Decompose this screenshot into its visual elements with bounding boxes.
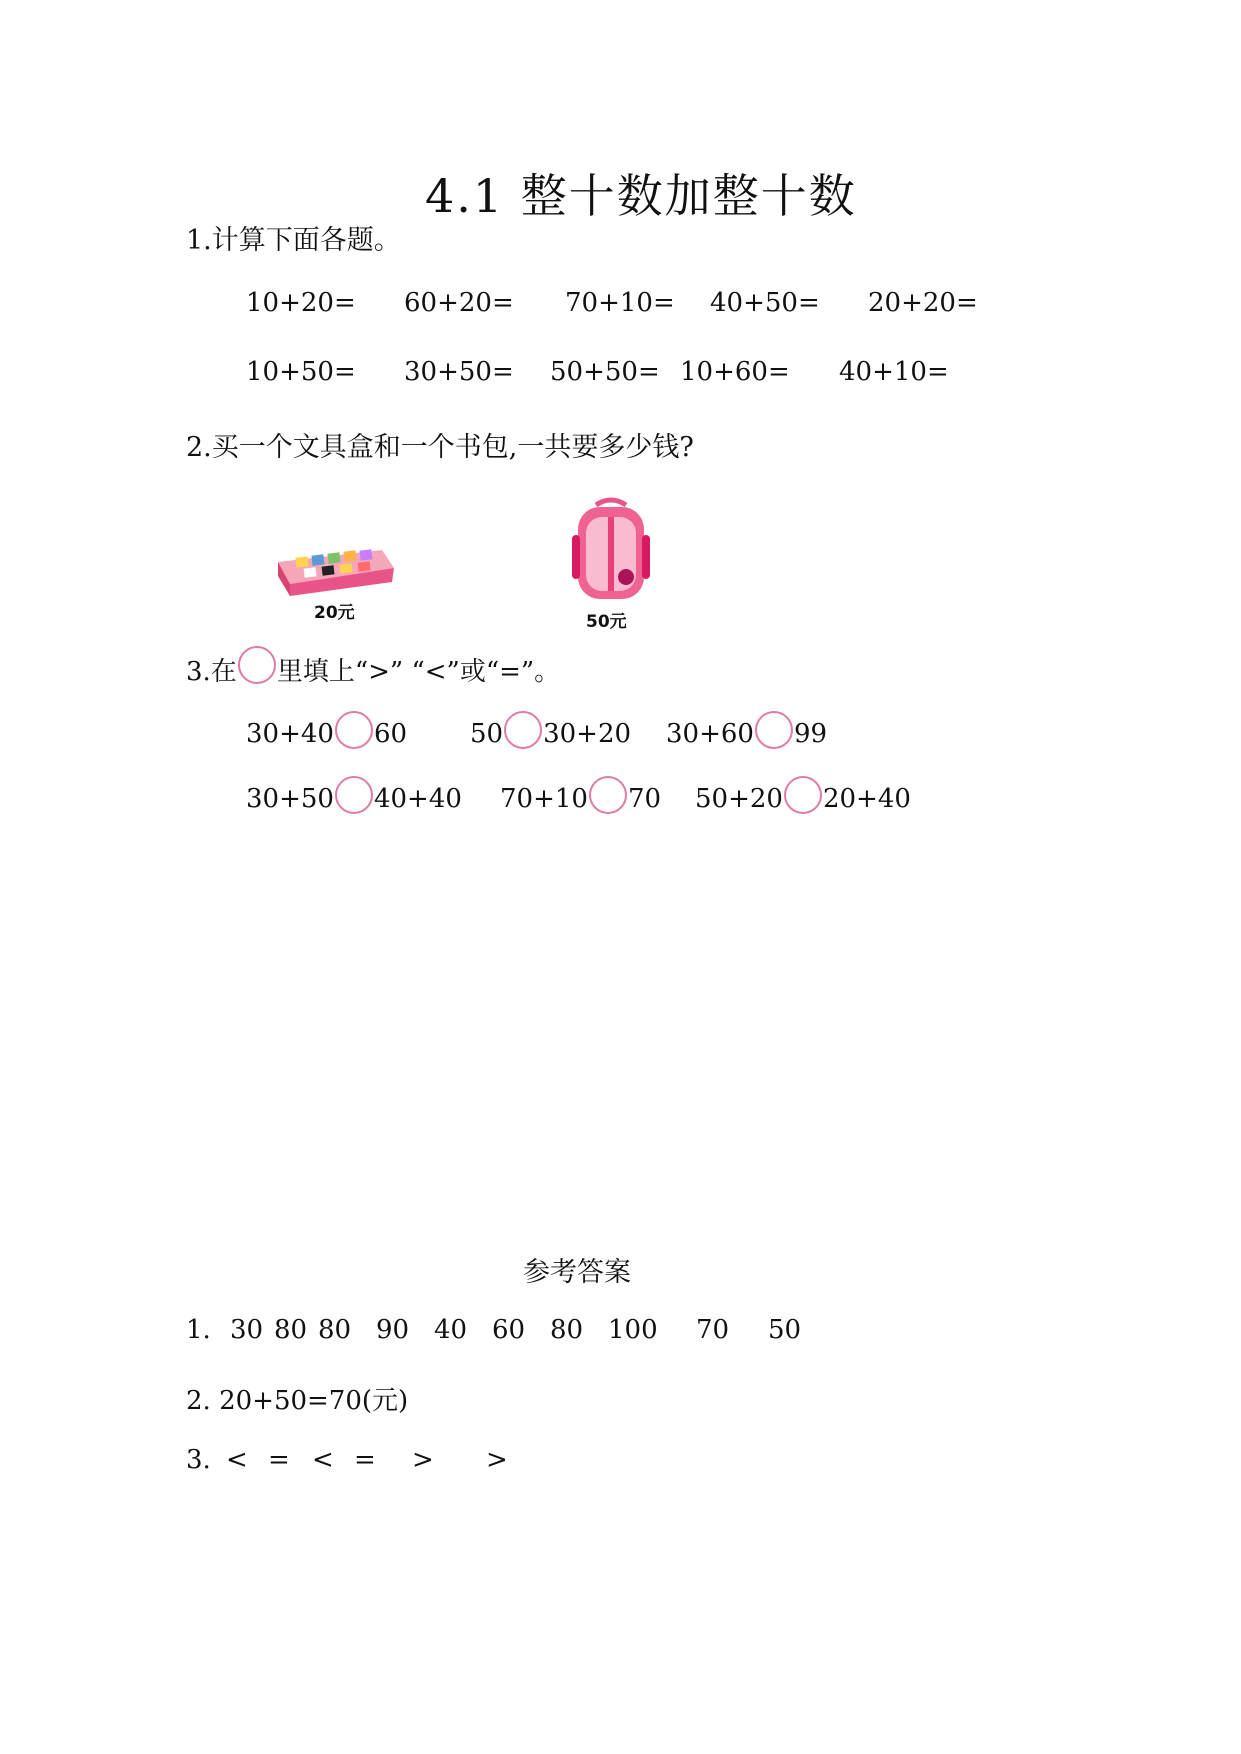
answer-1-value: 40 bbox=[434, 1315, 468, 1345]
answer-circle-icon[interactable] bbox=[589, 776, 627, 814]
compare-2-3 bbox=[695, 780, 911, 818]
answer-2: 2. 20+50=70(元) bbox=[186, 1386, 409, 1416]
answer-circle-icon bbox=[238, 646, 276, 684]
answer-1-value: 90 bbox=[376, 1315, 410, 1345]
compare-2-2 bbox=[500, 780, 661, 818]
question-1-heading: 1.计算下面各题。 bbox=[186, 225, 401, 256]
compare-left: 50 bbox=[470, 719, 504, 749]
answer-3-value: < bbox=[312, 1445, 334, 1475]
compare-right: 70 bbox=[627, 784, 662, 814]
compare-right: 60 bbox=[373, 719, 408, 749]
answer-1-value: 80 bbox=[550, 1315, 584, 1345]
exercise-2-4: 10+60= bbox=[680, 357, 790, 387]
answer-1-value: 30 bbox=[230, 1315, 264, 1345]
question-3-heading bbox=[186, 650, 560, 688]
answer-1-value: 80 bbox=[318, 1315, 352, 1345]
exercise-1-3: 70+10= bbox=[565, 288, 675, 318]
question-3-heading-after: 里填上“>” “<”或“=”。 bbox=[276, 656, 561, 687]
answer-circle-icon[interactable] bbox=[504, 711, 542, 749]
compare-right: 40+40 bbox=[373, 784, 462, 814]
backpack-image bbox=[566, 495, 656, 605]
answer-1-value: 100 bbox=[608, 1315, 658, 1345]
backpack-price: 50元 bbox=[586, 612, 627, 632]
answers-heading: 参考答案 bbox=[523, 1257, 631, 1288]
compare-left: 30+50 bbox=[246, 784, 334, 814]
exercise-2-1: 10+50= bbox=[246, 357, 356, 387]
exercise-2-2: 30+50= bbox=[404, 357, 514, 387]
compare-1-1 bbox=[246, 715, 407, 753]
answer-3-value: = bbox=[354, 1445, 376, 1475]
compare-1-3 bbox=[666, 715, 827, 753]
exercise-1-1: 10+20= bbox=[246, 288, 356, 318]
pencil-case-image bbox=[274, 540, 396, 598]
answer-3-value: < bbox=[226, 1445, 248, 1475]
question-3-heading-before: 3.在 bbox=[186, 656, 237, 687]
answer-3-value: > bbox=[486, 1445, 508, 1475]
page-title: 4.1 整十数加整十数 bbox=[425, 169, 857, 223]
answer-1-label: 1. bbox=[186, 1315, 211, 1345]
answer-1-value: 70 bbox=[696, 1315, 730, 1345]
exercise-2-3: 50+50= bbox=[550, 357, 660, 387]
exercise-1-2: 60+20= bbox=[404, 288, 514, 318]
answer-1-value: 50 bbox=[768, 1315, 802, 1345]
compare-left: 70+10 bbox=[500, 784, 588, 814]
question-2-heading: 2.买一个文具盒和一个书包,一共要多少钱? bbox=[186, 432, 694, 463]
answer-3-value: > bbox=[412, 1445, 434, 1475]
compare-left: 50+20 bbox=[695, 784, 783, 814]
compare-2-1 bbox=[246, 780, 462, 818]
answer-circle-icon[interactable] bbox=[335, 711, 373, 749]
compare-left: 30+40 bbox=[246, 719, 334, 749]
compare-right: 20+40 bbox=[822, 784, 911, 814]
answer-3-label: 3. bbox=[186, 1445, 211, 1475]
compare-right: 99 bbox=[793, 719, 828, 749]
answer-1-value: 60 bbox=[492, 1315, 526, 1345]
compare-1-2 bbox=[470, 715, 631, 753]
answer-circle-icon[interactable] bbox=[755, 711, 793, 749]
answer-circle-icon[interactable] bbox=[335, 776, 373, 814]
compare-left: 30+60 bbox=[666, 719, 754, 749]
answer-3-value: = bbox=[268, 1445, 290, 1475]
pencil-case-price: 20元 bbox=[314, 603, 355, 623]
exercise-1-4: 40+50= bbox=[710, 288, 820, 318]
exercise-2-5: 40+10= bbox=[839, 357, 949, 387]
answer-circle-icon[interactable] bbox=[784, 776, 822, 814]
exercise-1-5: 20+20= bbox=[868, 288, 978, 318]
compare-right: 30+20 bbox=[543, 719, 632, 749]
answer-1-value: 80 bbox=[274, 1315, 308, 1345]
